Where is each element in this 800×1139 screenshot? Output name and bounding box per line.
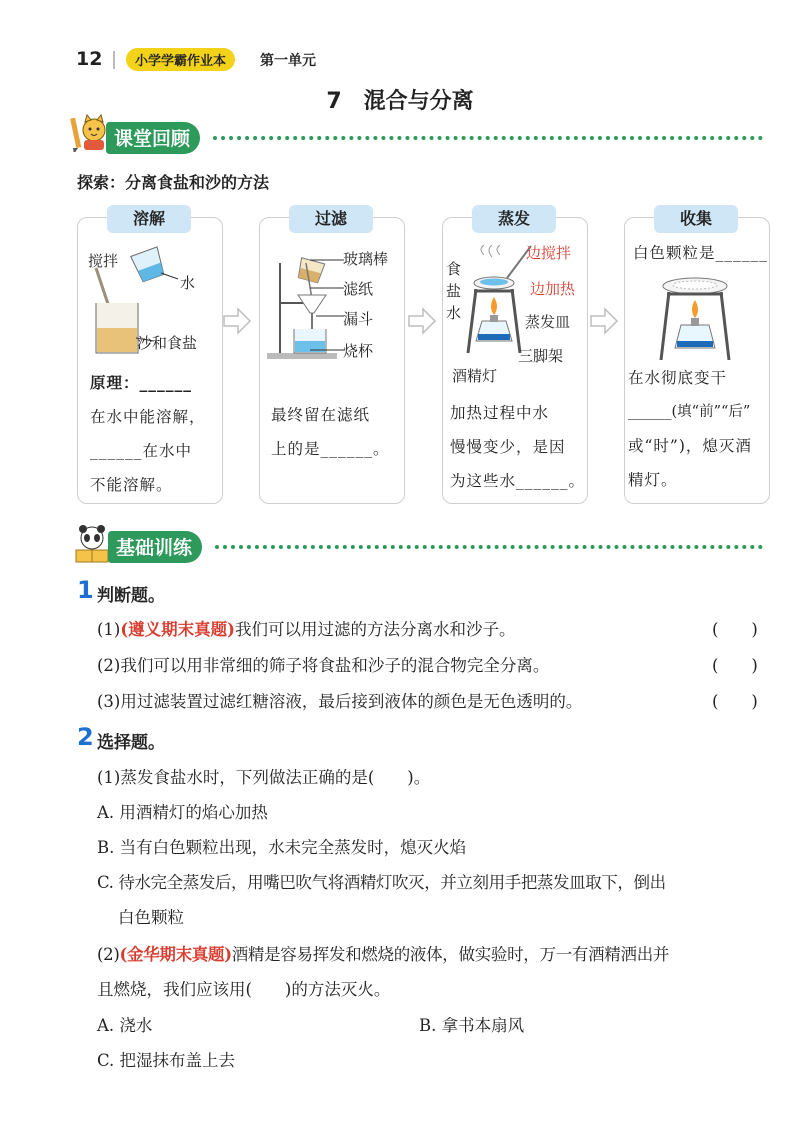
judge-item-2 [97, 652, 549, 676]
label-alcohol-lamp: 酒精灯 [452, 367, 498, 385]
option-c[interactable]: C. 待水完全蒸发后，用嘴巴吹气将酒精灯吹灭，并立刻用手把蒸发皿取下，倒出 [97, 873, 666, 892]
item-prefix: (2) [97, 656, 121, 675]
card-dissolve-line: 不能溶解。 [90, 476, 173, 494]
item-prefix: (2) [97, 945, 120, 964]
source-tag: (遵义期末真题) [120, 620, 235, 639]
card-dissolve-line: ______在水中 [90, 442, 193, 460]
option-c[interactable]: C. 把湿抹布盖上去 [97, 1051, 236, 1070]
choice-stem [97, 941, 669, 965]
arrow-right-icon [589, 306, 619, 336]
label-tripod: 三脚架 [518, 347, 564, 365]
card-dissolve-line: 原理：______ [90, 373, 193, 392]
card-collect-line: 精灯。 [628, 471, 678, 489]
arrow-right-icon [407, 306, 437, 336]
card-collect-line: 或“时”)，熄灭酒 [628, 437, 752, 455]
option-a[interactable]: A. 用酒精灯的焰心加热 [97, 803, 268, 822]
card-evaporate-line: 慢慢变少，是因 [450, 438, 566, 456]
label-filter-paper: 滤纸 [343, 280, 374, 298]
label-stir: 搅拌 [88, 252, 119, 270]
choice-stem: (1)蒸发食盐水时，下列做法正确的是( )。 [97, 768, 431, 787]
arrow-right-icon [222, 306, 252, 336]
label-heat-while-red: 边加热 [530, 280, 576, 298]
card-collect-line: ______(填“前”“后” [628, 404, 751, 420]
question-number: 1 [77, 576, 94, 604]
page-number: 12 [76, 48, 103, 70]
card-dissolve-line: 在水中能溶解， [90, 408, 206, 426]
option-b[interactable]: B. 当有白色颗粒出现，水未完全蒸发时，熄灭火焰 [97, 838, 467, 857]
question-title: 选择题。 [97, 733, 165, 753]
card-filter-title: 过滤 [289, 205, 373, 233]
card-collect-line: 在水彻底变干 [628, 369, 728, 387]
filter-leader-lines [310, 250, 345, 360]
card-evaporate-line: 为这些水______。 [450, 472, 586, 490]
answer-parentheses[interactable]: ( ) [712, 620, 758, 639]
card-filter-line: 最终留在滤纸 [271, 406, 371, 424]
explore-heading: 探索：分离食盐和沙的方法 [77, 173, 270, 192]
option-b[interactable]: B. 拿书本扇风 [419, 1016, 525, 1035]
item-text: 我们可以用非常细的筛子将食盐和沙子的混合物完全分离。 [120, 656, 550, 675]
collect-apparatus-illustration [655, 270, 735, 365]
judge-item-1 [97, 616, 516, 640]
panda-reading-icon [72, 524, 112, 564]
label-water: 水 [180, 274, 196, 292]
judge-item-3 [97, 688, 582, 712]
source-tag: (金华期末真题) [119, 945, 232, 964]
item-text: 酒精是容易挥发和燃烧的液体，做实验时，万一有酒精洒出并 [231, 945, 670, 964]
section-title-practice: 基础训练 [108, 531, 202, 563]
item-text: 我们可以用过滤的方法分离水和沙子。 [235, 620, 516, 639]
question-title: 判断题。 [97, 586, 165, 606]
label-sand-salt: 沙和食盐 [137, 334, 198, 352]
card-evaporate-line: 加热过程中水 [450, 404, 550, 422]
section-title-review: 课堂回顾 [106, 122, 200, 154]
label-salt-water: 食盐水 [446, 260, 462, 322]
cat-pencil-icon [70, 112, 110, 152]
card-filter-line: 上的是______。 [271, 440, 390, 458]
label-evaporating-dish: 蒸发皿 [525, 313, 571, 331]
unit-label: 第一单元 [260, 53, 316, 69]
label-funnel: 漏斗 [343, 310, 374, 328]
option-c-continued: 白色颗粒 [118, 908, 184, 927]
lesson-title: 7 混合与分离 [326, 89, 474, 114]
card-collect-line: 白色颗粒是______ [633, 244, 769, 262]
card-evaporate-title: 蒸发 [472, 205, 556, 233]
question-number: 2 [77, 723, 94, 751]
card-dissolve-title: 溶解 [107, 205, 191, 233]
section-divider [213, 136, 763, 140]
answer-parentheses[interactable]: ( ) [712, 692, 758, 711]
item-text: 用过滤装置过滤红糖溶液，最后接到液体的颜色是无色透明的。 [120, 692, 583, 711]
item-prefix: (1) [97, 620, 121, 639]
label-stir-while-red: 边搅拌 [526, 244, 572, 262]
book-title-badge: 小学学霸作业本 [126, 48, 235, 71]
card-collect-title: 收集 [654, 205, 738, 233]
answer-parentheses[interactable]: ( ) [712, 656, 758, 675]
header-divider [113, 51, 115, 69]
section-divider [215, 545, 763, 549]
label-beaker: 烧杯 [343, 342, 374, 360]
option-a[interactable]: A. 浇水 [97, 1016, 153, 1035]
item-prefix: (3) [97, 692, 121, 711]
choice-stem-continued: 且燃烧，我们应该用( )的方法灭火。 [97, 980, 391, 999]
label-glass-rod: 玻璃棒 [343, 250, 389, 268]
